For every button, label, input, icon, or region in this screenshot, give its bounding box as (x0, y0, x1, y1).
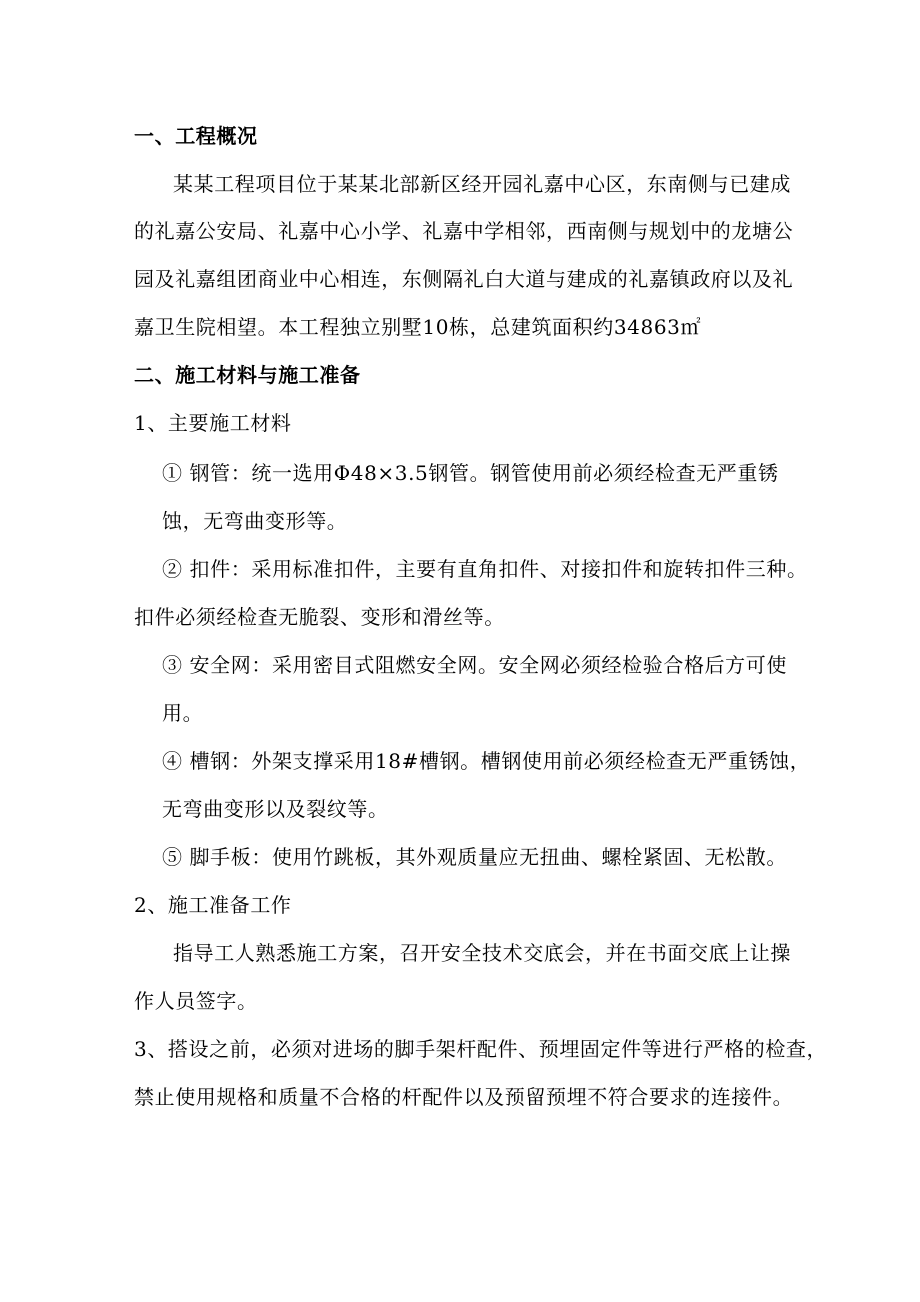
paragraph-line: 园及礼嘉组团商业中心相连，东侧隔礼白大道与建成的礼嘉镇政府以及礼 (134, 267, 794, 291)
list-item: ② 扣件：采用标准扣件，主要有直角扣件、对接扣件和旋转扣件三种。 (162, 557, 808, 581)
paragraph-line: 3、搭设之前，必须对进场的脚手架杆配件、预埋固定件等进行严格的检查， (134, 1037, 828, 1061)
paragraph-line: 嘉卫生院相望。本工程独立别墅10栋，总建筑面积约34863㎡ (134, 315, 702, 339)
subsection-title-preparation: 2、施工准备工作 (134, 893, 292, 917)
paragraph-line: 的礼嘉公安局、礼嘉中心小学、礼嘉中学相邻，西南侧与规划中的龙塘公 (134, 219, 794, 243)
paragraph-line: 指导工人熟悉施工方案，召开安全技术交底会，并在书面交底上让操 (173, 941, 791, 965)
list-item-continuation: 扣件必须经检查无脆裂、变形和滑丝等。 (134, 605, 505, 629)
paragraph-line: 作人员签字。 (134, 989, 258, 1013)
paragraph-line: 某某工程项目位于某某北部新区经开园礼嘉中心区，东南侧与已建成 (173, 172, 791, 196)
list-item-continuation: 蚀，无弯曲变形等。 (162, 509, 348, 533)
list-item: ④ 槽钢：外架支撑采用18#槽钢。槽钢使用前必须经检查无严重锈蚀， (162, 749, 811, 773)
list-item-continuation: 用。 (162, 701, 204, 725)
subsection-title-main-materials: 1、主要施工材料 (134, 411, 292, 435)
section-heading-materials: 二、施工材料与施工准备 (134, 363, 361, 387)
paragraph-line: 禁止使用规格和质量不合格的杆配件以及预留预埋不符合要求的连接件。 (134, 1085, 794, 1109)
list-item-continuation: 无弯曲变形以及裂纹等。 (162, 797, 389, 821)
section-heading-overview: 一、工程概况 (134, 124, 258, 148)
list-item: ① 钢管：统一选用Φ48×3.5钢管。钢管使用前必须经检查无严重锈 (162, 461, 779, 485)
list-item: ⑤ 脚手板：使用竹跳板，其外观质量应无扭曲、螺栓紧固、无松散。 (162, 845, 787, 869)
list-item: ③ 安全网：采用密目式阻燃安全网。安全网必须经检验合格后方可使 (162, 653, 787, 677)
